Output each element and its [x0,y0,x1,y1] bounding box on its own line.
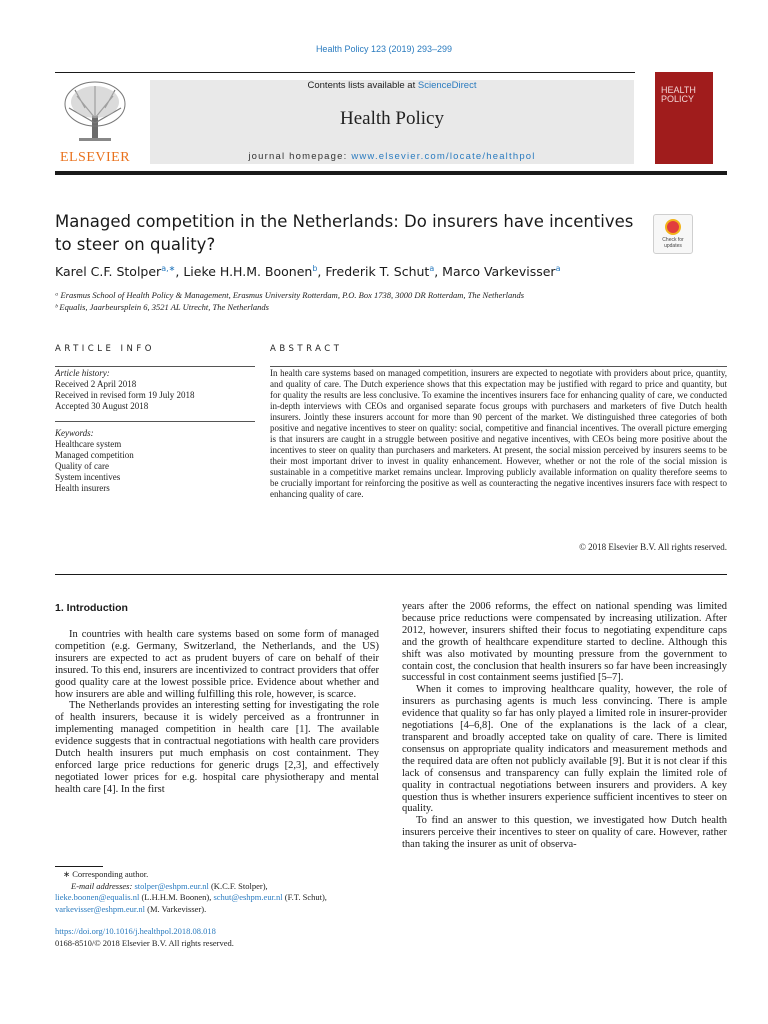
affiliations [55,290,695,313]
body-paragraph: To find an answer to this question, we investigated how Dutch health insurers perceive their incentives to steer on quality of care. However, rather than taking the insurer as unit of observa- [402,815,727,851]
footnotes [55,869,385,915]
keywords [55,428,255,494]
abstract-text: In health care systems based on managed competition, insurers are expected to negotiate with providers about price, quantity, and quality of care. The Dutch experience shows that this expectation may be justified with regard to price and quantity, but for quality the results are less conclusive. To examine the incentives insurers face for enhancing quality of care, we conducted in-depth interviews with CEOs and organised separate focus groups with purchasers and marketers of five Dutch health insurers. Jointly these insurers account for more than 90 percent of the market. We distinguished three categories of both positive and negative incentives to steer on quality: social, competitive and financial incentives. The overall picture emerging is that insurers are caught in a struggle between positive and negative incentives, with CEOs being more positive about the incentives to steer on quality than purchasers and marketers. At present, the social mission perceived by insurers seems to be their most important driver to invest in quality enhancement. However, whether or not the role of the social mission is sustainable in a competitive market remains unclear. Improving publicly available information on quality therefore seems to be crucially important for reinforcing the positive as well as counteracting the negative incentives insurers face with respect to enhancing quality of care. [270,368,727,499]
abstract-copyright: © 2018 Elsevier B.V. All rights reserved. [579,542,727,552]
email-owner: (M. Varkevisser). [144,903,207,914]
check-updates-label: Check for updates [662,237,684,249]
author-affiliation-link[interactable]: a,∗ [161,264,176,273]
info-rule [55,421,255,422]
affiliation: ᵇ Equalis, Jaarbeursplein 6, 3521 AL Utrecht, The Netherlands [55,301,269,312]
history-item: Received in revised form 19 July 2018 [55,390,195,400]
header-thick-rule [55,171,727,175]
journal-reference-link[interactable]: Health Policy 123 (2019) 293–299 [315,44,453,54]
article-history [55,368,255,412]
history-label: Article history: [55,368,110,378]
info-rule [55,366,255,367]
body-paragraph: years after the 2006 reforms, the effect on national spending was limited because price reductions were compensated by increasing utilization. After 2012, however, insurers shifted their focus to negotiating expenditure caps and the growth of healthcare expenditure started to decline. Although this shift was also motivated by mounting pressure from the government to contain cost, the conclusion that health insurers so far have been increasingly successful in cost containment seems justified [5–7]. [402,601,727,684]
keywords-label: Keywords: [55,428,94,438]
email-link[interactable]: lieke.boonen@equalis.nl [55,892,140,902]
header-rule [55,72,635,73]
keyword: Quality of care [55,461,109,471]
keyword: Health insurers [55,483,110,493]
publisher-wordmark: ELSEVIER [59,150,131,165]
author-name: Frederik T. Schut [325,264,430,280]
issn-line: 0168-8510/© 2018 Elsevier B.V. All rights reserved. [55,937,234,948]
body-paragraph: When it comes to improving healthcare quality, however, the role of insurers as purchasing agents is much less convincing. There is ample evidence that quality so far has only played a limited role in insurer-provider negotiations [4–6,8]. One of the explanations is the lack of a clear, transparent and broadly accepted take on quality of care. There is limited consensus on appropriate quality indicators and measurement methods and the required data are often not publicly available [9]. But it is not clear if this lack of consensus and transparency can fully explain the limited role of quality in contractual negotiations between insurers and providers. A key question thus is whether insurers experience sufficient incentives to steer on quality. [402,684,727,815]
author-name: Lieke H.H.M. Boonen [183,264,313,280]
author-affiliation-link[interactable]: b [312,264,318,273]
homepage-link[interactable]: www.elsevier.com/locate/healthpol [351,151,536,162]
tree-icon [55,78,135,148]
author-name: Marco Varkevisser [442,264,556,280]
body-paragraph: The Netherlands provides an interesting setting for investigating the role of health insurers, because it is widely perceived as a frontrunner in implementing managed competition in health care [1]. The available evidence suggests that in contractual negotiations with health care providers Dutch health insurers put much emphasis on cost containment. They enforced large price reductions for generic drugs [2,3], and effectively negotiated lower prices for e.g. hospital care physiotherapy and mental health care [4]. In the first [55,700,379,795]
abstract-rule [270,366,727,367]
cover-title: HEALTH POLICY [661,85,696,104]
email-link[interactable]: schut@eshpm.eur.nl [213,892,283,902]
author-affiliation-link[interactable]: a [429,264,435,273]
author-affiliation-link[interactable]: a [555,264,561,273]
affiliation: ᵃ Erasmus School of Health Policy & Management, Erasmus University Rotterdam, P.O. Box 1738, 3000 DR Rotterdam, The Netherlands [55,290,525,300]
sciencedirect-link[interactable]: ScienceDirect [417,80,477,91]
contents-line [150,80,634,92]
crossmark-icon [665,219,681,235]
check-for-updates-button[interactable] [653,214,693,254]
footnote-rule [55,866,103,867]
corresponding-author-note: ∗ Corresponding author. [63,869,149,879]
body-column-right [402,601,727,851]
body-column-left [55,629,379,796]
email-owner: (L.H.H.M. Boonen), [139,892,214,902]
article-info-heading: ARTICLE INFO [55,344,155,354]
email-owner: (K.C.F. Stolper), [208,880,268,891]
author-name: Karel C.F. Stolper [55,264,162,280]
journal-homepage-line [150,151,634,162]
doi-link[interactable]: https://doi.org/10.1016/j.healthpol.2018.08.018 [55,926,216,936]
email-owner: (F.T. Schut), [282,892,327,902]
keyword: System incentives [55,472,121,482]
article-title: Managed competition in the Netherlands: Do insurers have incentives to steer on quality? [55,212,634,254]
homepage-prefix: journal homepage: [248,151,352,162]
author-list: Karel C.F. Stolper$^{a,∗}$, Lieke H.H.M. Boonen$^b$, Frederik T. Schut$^a$, Marco Varkevisser$^a$ [55,264,561,280]
journal-cover-thumbnail[interactable] [655,72,713,164]
journal-title: Health Policy [340,108,444,129]
section-rule [55,574,727,575]
section-title: 1. Introduction [55,602,128,614]
abstract-heading: ABSTRACT [270,344,343,354]
keyword: Managed competition [55,450,134,460]
body-paragraph: In countries with health care systems based on some form of managed competition (e.g. Germany, Switzerland, the Netherlands, and the US) insurers are expected to act as prudent buyers of care on behalf of their insured. To this end, insurers are incentivized to contract providers that offer good quality care at the lowest possible price. Evidence about whether and how insurers are able and willing fulfilling this role, however, is scarce. [55,629,379,700]
keyword: Healthcare system [55,439,122,449]
email-link[interactable]: stolper@eshpm.eur.nl [134,880,209,891]
elsevier-logo [55,78,135,166]
email-link[interactable]: varkevisser@eshpm.eur.nl [55,903,145,914]
email-label: E-mail addresses: [71,880,135,891]
doi-block [55,926,385,949]
history-item: Received 2 April 2018 [55,379,137,389]
contents-prefix: Contents lists available at [307,80,418,91]
history-item: Accepted 30 August 2018 [55,401,149,411]
